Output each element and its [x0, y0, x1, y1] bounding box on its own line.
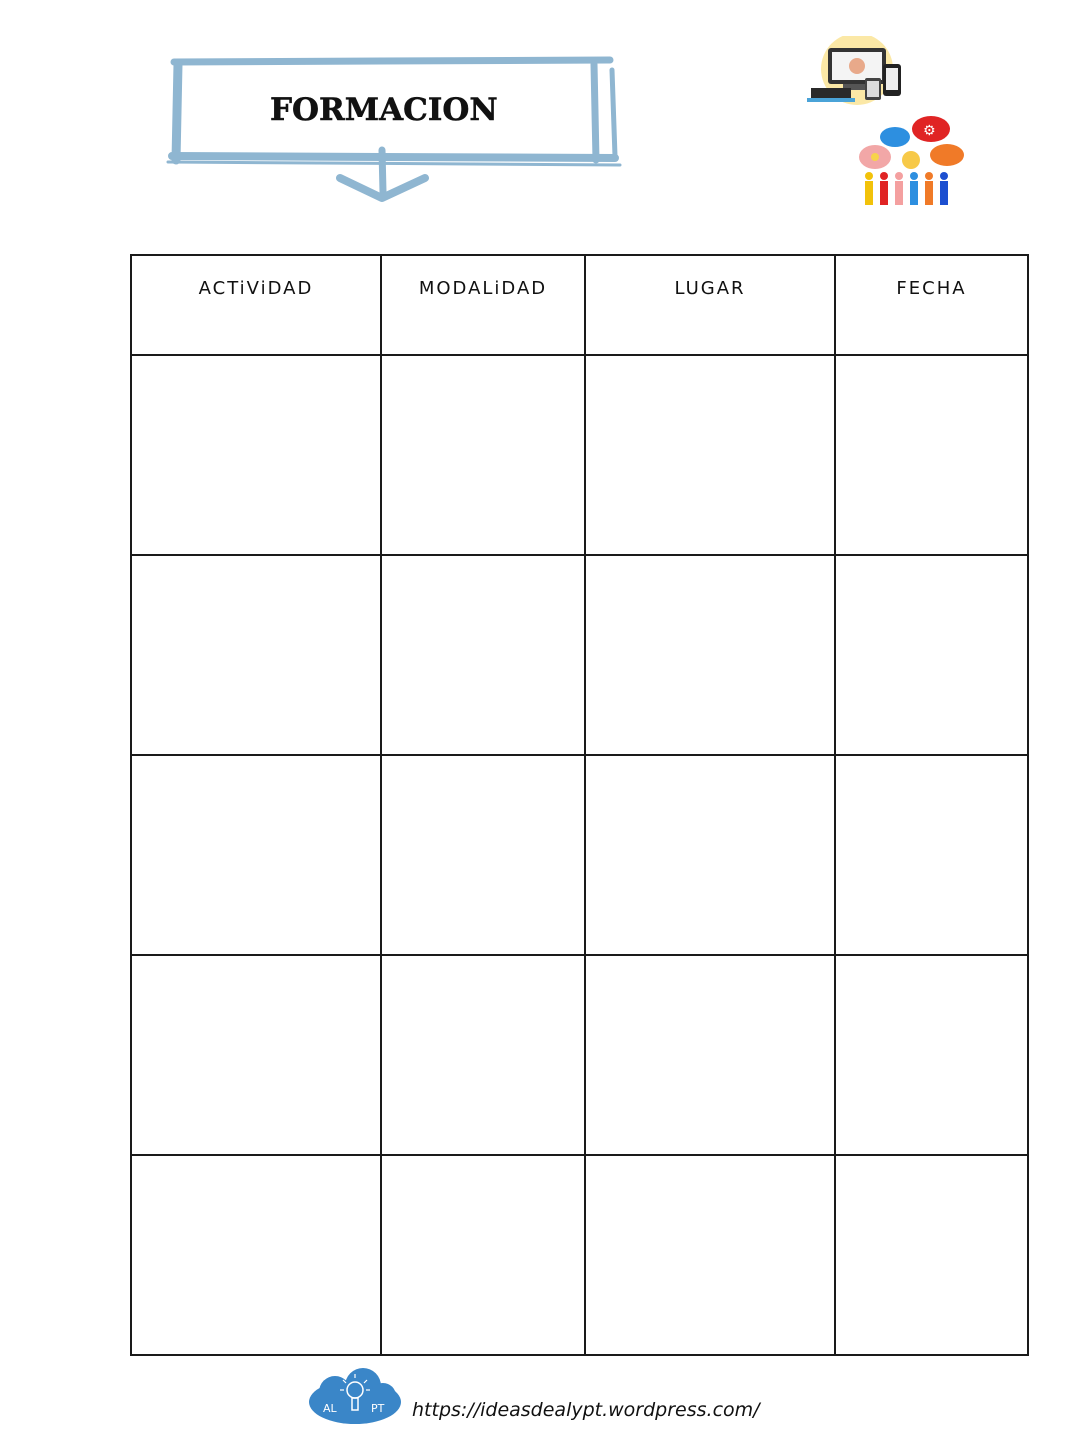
table-cell[interactable] — [131, 355, 381, 555]
table-cell[interactable] — [381, 1155, 585, 1355]
table-cell[interactable] — [585, 555, 835, 755]
page-title: FORMACION — [270, 92, 498, 128]
bulb-logo-icon — [305, 1366, 405, 1428]
table-row — [131, 355, 1028, 555]
table-cell[interactable] — [835, 355, 1028, 555]
table-cell[interactable] — [131, 955, 381, 1155]
table-row — [131, 555, 1028, 755]
banner-frame-icon — [160, 52, 630, 207]
table-cell[interactable] — [131, 1155, 381, 1355]
footer-url-link[interactable]: https://ideasdealypt.wordpress.com/ — [412, 1399, 760, 1421]
table-cell[interactable] — [381, 955, 585, 1155]
table-cell[interactable] — [381, 755, 585, 955]
title-banner — [160, 52, 630, 207]
activity-table — [130, 254, 1029, 1356]
column-header-fecha: FECHA — [835, 255, 1028, 355]
table-cell[interactable] — [585, 955, 835, 1155]
svg-text:⚙: ⚙ — [923, 123, 936, 139]
table-cell[interactable] — [585, 755, 835, 955]
table-cell[interactable] — [835, 555, 1028, 755]
table-cell[interactable] — [381, 355, 585, 555]
logo-text-pt: PT — [371, 1402, 385, 1415]
table-header-row — [131, 255, 1028, 355]
table-cell[interactable] — [131, 755, 381, 955]
column-header-actividad: ACTiViDAD — [131, 255, 381, 355]
devices-icon — [805, 36, 915, 106]
table-cell[interactable] — [585, 355, 835, 555]
footer — [305, 1366, 765, 1431]
table-row — [131, 1155, 1028, 1355]
table-row — [131, 955, 1028, 1155]
table-cell[interactable] — [585, 1155, 835, 1355]
table-row — [131, 755, 1028, 955]
table-cell[interactable] — [381, 555, 585, 755]
column-header-modalidad: MODALiDAD — [381, 255, 585, 355]
column-header-lugar: LUGAR — [585, 255, 835, 355]
people-speech-icon — [855, 115, 970, 210]
logo-text-al: AL — [323, 1402, 337, 1415]
table-cell[interactable] — [835, 755, 1028, 955]
table-cell[interactable] — [835, 955, 1028, 1155]
table-cell[interactable] — [131, 555, 381, 755]
table-cell[interactable] — [835, 1155, 1028, 1355]
